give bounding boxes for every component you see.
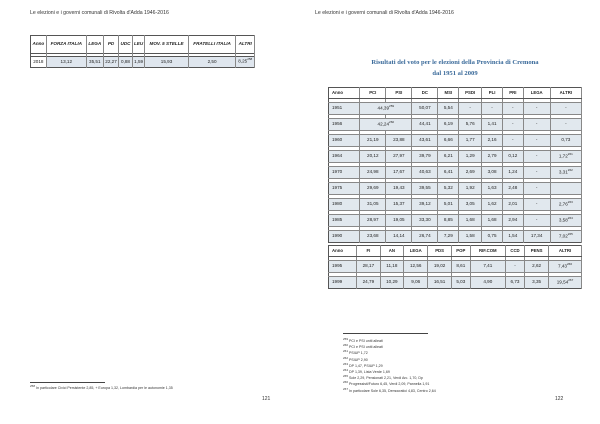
- value-cell: 0,73: [550, 135, 581, 147]
- column-header: POP: [451, 246, 470, 257]
- value-cell: 3,35: [525, 277, 549, 289]
- running-header: Le elezioni e i governi comunali di Rivolta d'Adda 1946-2016: [315, 10, 454, 16]
- value-cell: -: [523, 215, 550, 227]
- value-cell: -: [523, 135, 550, 147]
- running-header: Le elezioni e i governi comunali di Rivolta d'Adda 1946-2016: [30, 10, 169, 16]
- value-cell: 3,31$^{262}$: [550, 167, 581, 179]
- value-cell: 6,41: [438, 167, 459, 179]
- value-cell: 6,66: [438, 135, 459, 147]
- value-cell: 1,72$^{261}$: [550, 151, 581, 163]
- results-table-2018: [30, 35, 255, 68]
- column-header: ALTRI: [236, 36, 255, 54]
- footnote-rule: [30, 382, 105, 383]
- value-cell: -: [523, 167, 550, 179]
- value-cell: 6,19: [438, 119, 459, 131]
- value-cell: 2,48: [502, 183, 523, 195]
- value-cell: 2,50: [188, 57, 236, 68]
- value-cell: 4,90: [470, 277, 505, 289]
- footnote: $^{260}$ PCI e PSI uniti alleati: [343, 343, 383, 350]
- value-cell: -: [482, 103, 503, 115]
- footnote-marker: 261: [343, 349, 349, 354]
- column-header: FRATELLI ITALIA: [188, 36, 236, 54]
- column-header: PLI: [482, 88, 503, 99]
- value-cell: -: [523, 183, 550, 195]
- value-cell: -: [523, 199, 550, 211]
- column-header: AN: [380, 246, 403, 257]
- value-cell: 9,06: [404, 277, 428, 289]
- footnote: $^{261}$ PSIUP 1,72: [343, 349, 368, 356]
- value-cell: -: [523, 119, 550, 131]
- table-row: [329, 261, 582, 273]
- value-cell: 29,69: [360, 183, 386, 195]
- value-cell: 28,17: [357, 261, 380, 273]
- year-cell: 1990: [329, 231, 360, 243]
- column-header: Anno: [31, 36, 47, 54]
- value-cell: 35,51: [86, 57, 103, 68]
- value-cell: 21,19: [360, 135, 386, 147]
- value-cell: 24,79: [357, 277, 380, 289]
- column-header: MOV. 5 STELLE: [145, 36, 188, 54]
- value-cell: 3,05: [459, 199, 482, 211]
- value-cell: 1,24: [502, 167, 523, 179]
- table-row: [329, 199, 582, 211]
- value-cell: 2,01: [502, 199, 523, 211]
- value-cell: 7,02$^{265}$: [550, 231, 581, 243]
- column-header: FORZA ITALIA: [46, 36, 86, 54]
- value-cell: 23,68: [360, 231, 386, 243]
- column-header: UDC: [119, 36, 133, 54]
- value-cell: 11,18: [380, 261, 403, 273]
- value-cell: 1,41: [482, 119, 503, 131]
- value-cell: 2,62: [525, 261, 549, 273]
- year-cell: 1999: [329, 277, 357, 289]
- value-cell: 1,68: [482, 215, 503, 227]
- table-header-row: [329, 88, 582, 99]
- footnote-marker: 261: [567, 151, 573, 156]
- footnote-marker: 260: [343, 343, 349, 348]
- value-cell: 39,79: [412, 151, 438, 163]
- column-header: LEGA: [523, 88, 550, 99]
- page-number: 121: [262, 396, 271, 402]
- footnote-marker: 266: [343, 380, 349, 385]
- footnote-marker: 262: [343, 355, 349, 360]
- value-cell: -: [550, 119, 581, 131]
- value-cell: 2,16: [482, 135, 503, 147]
- table-row: [329, 183, 582, 195]
- column-header: PDS: [428, 246, 451, 257]
- footnote: $^{259}$ PCI e PSI uniti alleati: [343, 336, 383, 343]
- value-cell: 12,56: [404, 261, 428, 273]
- column-header: ALTRI: [549, 246, 582, 257]
- value-cell: 15,93: [145, 57, 188, 68]
- value-cell: 8,85: [438, 215, 459, 227]
- table-row: [329, 151, 582, 163]
- value-cell: 10,29: [380, 277, 403, 289]
- value-cell: -: [459, 103, 482, 115]
- value-cell: 7,29: [438, 231, 459, 243]
- value-cell: 31,05: [360, 199, 386, 211]
- footnote-marker: 264: [567, 215, 573, 220]
- column-header: PRI: [502, 88, 523, 99]
- table-row: [31, 57, 255, 68]
- value-cell: 1,62: [482, 199, 503, 211]
- value-cell: 44,41: [412, 119, 438, 131]
- value-cell: 17,34: [523, 231, 550, 243]
- value-cell: 19,54$^{267}$: [549, 277, 582, 289]
- page-title: Risultati del voto per le elezioni della Provincia di Cremona dal 1951 al 2009: [371, 59, 539, 77]
- footnote-marker: 258: [247, 57, 253, 62]
- column-header: LEGA: [86, 36, 103, 54]
- table-row: [329, 231, 582, 243]
- footnote-marker: 264: [343, 367, 349, 372]
- column-header: LEU: [132, 36, 145, 54]
- value-cell: 26,74: [412, 231, 438, 243]
- value-cell: 7,41: [470, 261, 505, 273]
- footnote-marker: 262: [567, 167, 573, 172]
- column-header: PSI: [386, 88, 412, 99]
- value-cell: -: [550, 103, 581, 115]
- value-cell: 5,76: [459, 119, 482, 131]
- value-cell: 5,03: [451, 277, 470, 289]
- value-cell: 2,79: [482, 151, 503, 163]
- footnote-marker: 265: [567, 231, 573, 236]
- value-cell: 1,92: [459, 183, 482, 195]
- value-cell: 19,05: [386, 215, 412, 227]
- value-cell: 1,29: [459, 151, 482, 163]
- value-cell: 28,97: [360, 215, 386, 227]
- footnote-marker: 263: [343, 361, 349, 366]
- value-cell: 8,61: [451, 261, 470, 273]
- right-page: [300, 0, 600, 424]
- year-cell: 1956: [329, 119, 360, 131]
- results-table-1951-1990: [328, 87, 582, 243]
- value-cell: -: [502, 119, 523, 131]
- footnote-rule: [343, 333, 428, 334]
- table-row: [329, 277, 582, 289]
- value-cell: 2,94: [502, 215, 523, 227]
- footnote: $^{264}$ DP 1,39, Lista Verde 1,69: [343, 367, 390, 375]
- value-cell: 0,12: [502, 151, 523, 163]
- value-cell: 1,58: [459, 231, 482, 243]
- table-row: [329, 103, 582, 115]
- column-header: PENS: [525, 246, 549, 257]
- value-cell: -: [502, 103, 523, 115]
- value-cell: 20,12: [360, 151, 386, 163]
- footnote: $^{266}$ Progressisti/Futuro 6,45, Verdi 2,09, Pannella 1,91: [343, 380, 430, 387]
- value-cell: 19,43: [386, 183, 412, 195]
- value-cell: 14,14: [386, 231, 412, 243]
- value-cell: 0,75: [482, 231, 503, 243]
- value-cell: 5,32: [438, 183, 459, 195]
- footnote-marker: 265: [343, 374, 349, 379]
- value-cell: 22,27: [103, 57, 118, 68]
- value-cell: 3,08: [482, 167, 503, 179]
- value-cell: 23,88: [386, 135, 412, 147]
- year-cell: 1964: [329, 151, 360, 163]
- table-header-row: [329, 246, 582, 257]
- value-cell: 0,88: [119, 57, 133, 68]
- column-header: PD: [103, 36, 118, 54]
- footnote-marker: 260: [389, 119, 395, 124]
- year-cell: 1980: [329, 199, 360, 211]
- footnote-marker: 259: [343, 336, 349, 341]
- value-cell: 43,61: [412, 135, 438, 147]
- value-cell: 5,01: [438, 199, 459, 211]
- value-cell: 3,58$^{264}$: [550, 215, 581, 227]
- value-cell: 16,51: [428, 277, 451, 289]
- table-row: [329, 119, 582, 131]
- footnote-marker: 263: [567, 199, 573, 204]
- value-cell: 1,54: [502, 231, 523, 243]
- year-cell: 1970: [329, 167, 360, 179]
- year-cell: 1985: [329, 215, 360, 227]
- value-cell: 15,37: [386, 199, 412, 211]
- value-cell: 42,24$^{260}$: [360, 119, 412, 131]
- table-row: [329, 215, 582, 227]
- results-table-1995-1999: [328, 245, 582, 289]
- value-cell: 17,67: [386, 167, 412, 179]
- column-header: RIF.COM: [470, 246, 505, 257]
- value-cell: 2,76$^{263}$: [550, 199, 581, 211]
- year-cell: 1995: [329, 261, 357, 273]
- page-number: 122: [555, 396, 564, 402]
- footnote: $^{263}$ DP 1,47, PSIUP 1,29: [343, 361, 383, 368]
- value-cell: 33,30: [412, 215, 438, 227]
- column-header: LEGA: [404, 246, 428, 257]
- footnote: $^{267}$ In particolare Sole 6,35, Democratici 4,83, Centro 2,64: [343, 386, 436, 393]
- column-header: PSDI: [459, 88, 482, 99]
- value-cell: 24,98: [360, 167, 386, 179]
- value-cell: 1,63: [482, 183, 503, 195]
- value-cell: 6,21: [438, 151, 459, 163]
- column-header: ALTRI: [550, 88, 581, 99]
- value-cell: 44,39$^{259}$: [360, 103, 412, 115]
- value-cell: 1,59: [132, 57, 145, 68]
- value-cell: [550, 183, 581, 195]
- value-cell: 6,73: [505, 277, 524, 289]
- footnotes: [343, 338, 436, 394]
- footnote-marker: 267: [568, 277, 574, 282]
- value-cell: 5,54: [438, 103, 459, 115]
- table-row: [329, 167, 582, 179]
- column-header: MSI: [438, 88, 459, 99]
- column-header: Anno: [329, 246, 357, 257]
- value-cell: -: [523, 151, 550, 163]
- value-cell: 50,07: [412, 103, 438, 115]
- footnote: $^{262}$ PSIUP 2,90: [343, 355, 368, 362]
- value-cell: 1,77: [459, 135, 482, 147]
- footnote: $^{265}$ Sole 2,29, Pensionati 2,21, Verdi Arc. 1,70, Dp: [343, 374, 423, 381]
- value-cell: 7,43$^{266}$: [549, 261, 582, 273]
- year-cell: 1975: [329, 183, 360, 195]
- column-header: CCD: [505, 246, 524, 257]
- value-cell: 39,12: [412, 199, 438, 211]
- footnote: $^{258}$ In particolare Civici Persistente 2,85, + Europa 1,32, Lombardia per le autonomie 1,35: [30, 384, 173, 391]
- value-cell: 2,69: [459, 167, 482, 179]
- year-cell: 2018: [31, 57, 47, 68]
- value-cell: -: [523, 103, 550, 115]
- value-cell: 39,55: [412, 183, 438, 195]
- footnote-marker: 259: [389, 103, 395, 108]
- value-cell: 27,97: [386, 151, 412, 163]
- value-cell: 19,02: [428, 261, 451, 273]
- column-header: FI: [357, 246, 380, 257]
- column-header: DC: [412, 88, 438, 99]
- value-cell: 13,12: [46, 57, 86, 68]
- footnote-marker: 266: [566, 261, 572, 266]
- column-header: PCI: [360, 88, 386, 99]
- table-row: [329, 135, 582, 147]
- value-cell: 8,25$^{258}$: [236, 57, 255, 68]
- column-header: Anno: [329, 88, 360, 99]
- table-header-row: [31, 36, 255, 54]
- value-cell: 1,68: [459, 215, 482, 227]
- value-cell: -: [502, 135, 523, 147]
- value-cell: -: [505, 261, 524, 273]
- value-cell: 40,63: [412, 167, 438, 179]
- year-cell: 1960: [329, 135, 360, 147]
- year-cell: 1951: [329, 103, 360, 115]
- footnote-marker: 267: [343, 386, 349, 391]
